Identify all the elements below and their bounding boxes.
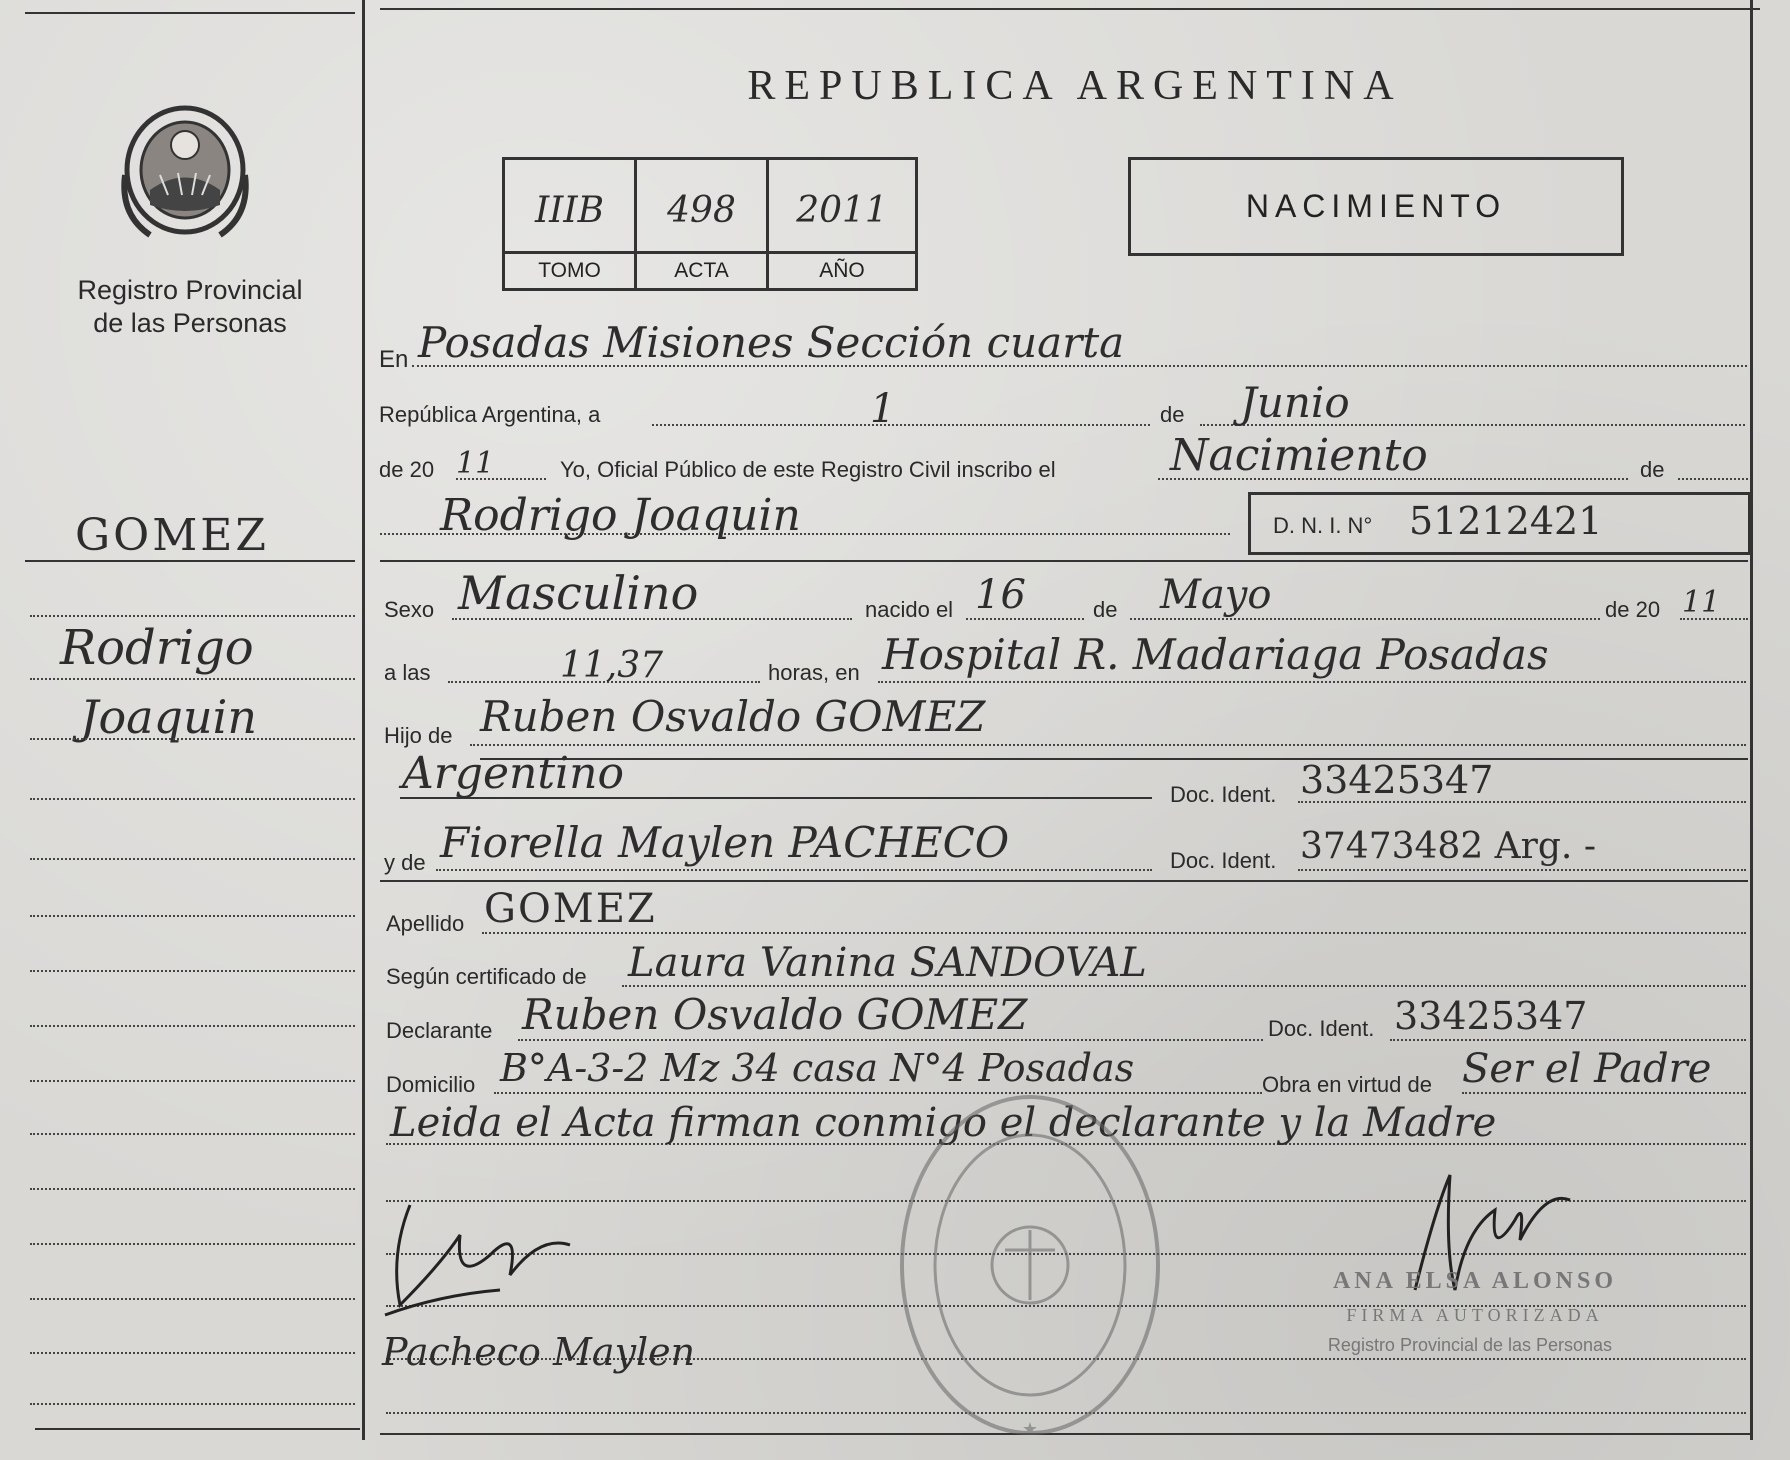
misiones-seal-icon [110,95,260,245]
doc-label-mother: Doc. Ident. [1170,848,1277,873]
margin-given-name-1: Rodrigo [60,620,254,676]
mother-signature-name: Pacheco Maylen [382,1330,696,1374]
de-line-2 [1678,478,1748,480]
yde-label: y de [384,850,426,875]
margin-line [30,1403,355,1405]
de20-label-2: de 20 [1605,597,1661,622]
declarante-doc-value: 33425347 [1394,994,1588,1038]
margin-given-name-2: Joaquin [80,690,257,744]
de-label-3: de [1093,597,1118,622]
margin-line [30,915,355,917]
birth-place-value: Hospital R. Madariaga Posadas [882,630,1549,679]
country-title: REPUBLICA ARGENTINA [747,63,1403,109]
obra-label: Obra en virtud de [1262,1072,1432,1097]
acta-label: ACTA [637,251,766,288]
provincial-seal [110,95,260,245]
margin-line [30,615,355,617]
acta-cell [637,160,769,288]
obra-value: Ser el Padre [1462,1046,1712,1092]
registry-title-line2: de las Personas [93,308,287,338]
record-type-box [1128,157,1624,256]
mother-doc-value: 37473482 Arg. - [1300,826,1596,867]
mother-doc-line [1298,869,1746,871]
sexo-label: Sexo [384,597,435,622]
month-value: Junio [1240,378,1350,427]
margin-line [30,970,355,972]
child-name-value: Rodrigo Joaquin [440,490,801,541]
sexo-value: Masculino [458,566,699,620]
en-label: En [379,346,409,373]
day-line [652,424,1150,426]
apellido-label: Apellido [386,911,465,936]
official-stamp [895,1090,1165,1440]
margin-line [30,738,355,740]
dni-value: 51212421 [1409,499,1603,543]
official-title: FIRMA AUTORIZADA [1346,1305,1604,1325]
time-value: 11,37 [560,645,664,686]
margin-surname-rule [25,560,355,562]
anio-cell [769,160,915,288]
apellido-value: GOMEZ [484,886,657,932]
birth-place-line [878,681,1746,683]
certifier-value: Laura Vanina SANDOVAL [628,940,1147,986]
birth-month-line [1130,618,1600,620]
mother-value: Fiorella Maylen PACHECO [440,818,1010,867]
father-value: Ruben Osvaldo GOMEZ [480,692,986,741]
domicilio-value: B°A-3-2 Mz 34 casa N°4 Posadas [500,1046,1135,1090]
margin-line [30,1080,355,1082]
margin-line [30,1352,355,1354]
anio-label: AÑO [769,251,915,288]
event-value: Nacimiento [1170,430,1428,481]
republica-label: República Argentina, a [379,402,601,427]
tomo-label: TOMO [505,251,634,288]
official-registry: Registro Provincial de las Personas [1327,1335,1613,1355]
declarante-doc-line [1390,1039,1746,1041]
day-value: 1 [870,386,896,432]
signature-scribble-icon [380,1195,580,1325]
year-line [456,478,546,480]
right-border [1750,0,1753,1440]
mother-line [436,869,1152,871]
horas-label: horas, en [768,660,860,685]
registry-stamp-icon [895,1090,1165,1440]
margin-surname: GOMEZ [75,510,269,561]
father-line [470,744,1746,746]
birth-day-value: 16 [975,572,1026,618]
nacido-label: nacido el [865,597,954,622]
bottom-left-rule [35,1428,360,1430]
record-reference-table [502,157,918,291]
acta-value: 498 [667,190,736,231]
margin-line [30,1243,355,1245]
margin-line [30,1133,355,1135]
registry-title-line1: Registro Provincial [77,275,303,305]
father-rule [480,758,1748,760]
margin-line [30,798,355,800]
svg-text:★: ★ [1021,1419,1039,1440]
tomo-value: IIIB [534,190,605,231]
de-label: de [1160,402,1185,427]
declarante-value: Ruben Osvaldo GOMEZ [522,990,1028,1039]
margin-line [30,858,355,860]
alas-label: a las [384,660,431,685]
birth-year-line [1680,618,1748,620]
margin-line [30,1188,355,1190]
hijo-label: Hijo de [384,723,453,748]
margin-line [30,1025,355,1027]
de-label-2: de [1640,457,1665,482]
segun-label: Según certificado de [386,964,587,989]
apellido-line [482,932,1746,934]
tomo-cell [505,160,637,288]
doc-label-declarante: Doc. Ident. [1268,1016,1375,1041]
record-type-label: NACIMIENTO [1245,188,1507,224]
birth-month-value: Mayo [1160,572,1272,618]
closing-note: Leida el Acta firman conmigo el declarante y la Madre [390,1100,1497,1146]
yo-label: Yo, Oficial Público de este Registro Civil inscribo el [560,457,1056,482]
parents-divider [380,880,1748,882]
margin-line [30,678,355,680]
declarante-line [518,1039,1263,1041]
doc-label-father: Doc. Ident. [1170,782,1277,807]
declarante-label: Declarante [386,1018,493,1043]
de20-label: de 20 [379,457,435,482]
anio-value: 2011 [796,190,888,231]
obra-line [1462,1092,1746,1094]
margin-line [30,1298,355,1300]
birth-day-line [966,618,1084,620]
left-column-divider [362,0,365,1440]
father-nationality-value: Argentino [402,748,624,799]
domicilio-label: Domicilio [386,1072,476,1097]
birth-year-suffix: 11 [1682,585,1721,620]
section-divider [380,560,1748,562]
official-name: ANA ELSA ALONSO [1332,1268,1618,1294]
place-value: Posadas Misiones Sección cuarta [418,318,1125,367]
top-right-rule [380,8,1760,10]
dni-box [1248,492,1751,555]
top-left-rule [25,12,355,14]
year-suffix: 11 [456,446,495,481]
father-doc-value: 33425347 [1300,758,1494,802]
mother-signature [380,1195,580,1325]
dni-label: D. N. I. N° [1273,513,1373,538]
